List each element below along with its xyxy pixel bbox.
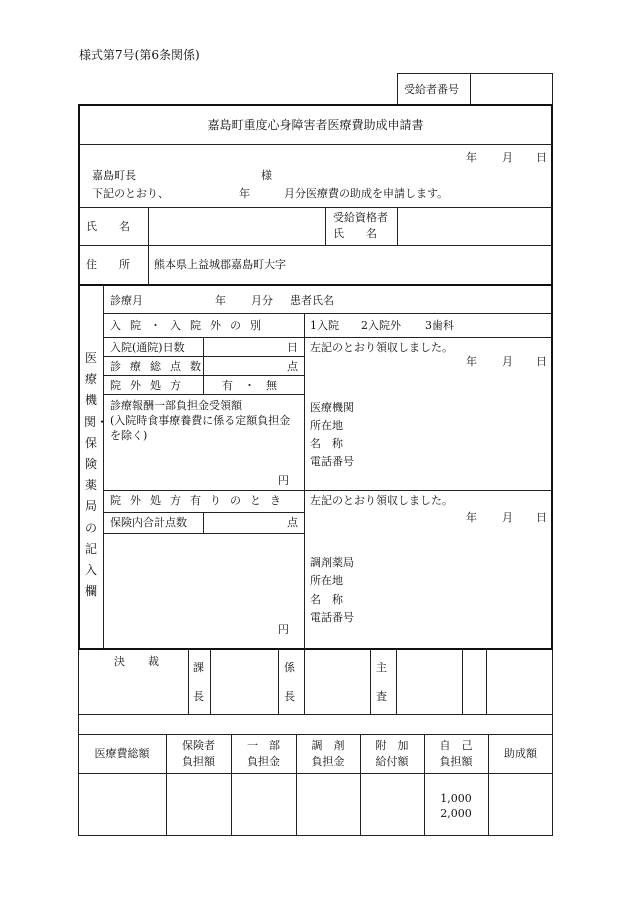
pharmacy-phone-label: 電話番号 (310, 611, 354, 624)
institution-label: 医療機関 (310, 401, 354, 414)
pharmacy-yen-unit: 円 (278, 623, 289, 636)
section-chief-label-1: 課 (193, 661, 204, 674)
prescription-options[interactable]: 有 ・ 無 (222, 379, 277, 392)
subsidy-amount-cell[interactable] (490, 775, 551, 833)
patient-name-label: 患者氏名 (290, 294, 334, 307)
pharmacy-name-label: 名 称 (310, 593, 343, 606)
application-month: 月 (502, 151, 513, 164)
header-additional-1: 附 加 (375, 739, 409, 752)
medical-received-year: 年 (466, 355, 477, 368)
treatment-month-part: 月分 (251, 294, 273, 307)
subsection-chief-stamp[interactable] (306, 652, 368, 712)
institution-phone-label: 電話番号 (310, 455, 354, 468)
recipient-number-field[interactable] (472, 75, 551, 102)
category-option-dental[interactable]: 3歯科 (425, 319, 454, 332)
copay-label: 診療報酬一部負担金受領額 (入院時食事療養費に係る定額負担金を除く) (110, 399, 291, 442)
insurer-amount-cell[interactable] (168, 775, 229, 833)
copay-yen-unit: 円 (278, 474, 289, 487)
patient-name-field[interactable] (350, 288, 550, 312)
supervisor-label-2: 査 (376, 690, 387, 703)
extra-stamp-1[interactable] (464, 652, 484, 712)
inpatient-days-label: 入院(通院)日数 (110, 341, 185, 354)
inpatient-days-field[interactable] (205, 338, 285, 355)
request-suffix: 月分医療費の助成を申請します。 (284, 187, 449, 200)
outside-prescription-label: 院外処方 (110, 379, 190, 392)
pharmacy-points-unit: 点 (287, 516, 298, 529)
subsection-chief-label-2: 長 (284, 690, 295, 703)
total-points-label: 診療総点数 (110, 360, 210, 373)
institution-info-field[interactable] (365, 398, 550, 486)
category-option-outpatient[interactable]: 2入院外 (361, 319, 401, 332)
recipient-number-label: 受給者番号 (404, 83, 459, 96)
institution-address-label: 所在地 (310, 419, 343, 432)
insurance-points-label: 保険内合計点数 (110, 516, 187, 529)
form-number: 様式第7号(第6条関係) (79, 48, 200, 62)
header-copay-2: 負担金 (247, 755, 280, 768)
pharmacy-received-day: 日 (536, 511, 547, 524)
section-chief-stamp[interactable] (212, 652, 276, 712)
medical-received-day: 日 (536, 355, 547, 368)
supervisor-stamp[interactable] (398, 652, 460, 712)
day-unit: 日 (287, 341, 298, 354)
dispensing-amount-cell[interactable] (298, 775, 358, 833)
name-field[interactable] (150, 209, 323, 243)
medical-received-month: 月 (502, 355, 513, 368)
outside-prescription-when-label: 院外処方有りのとき (110, 494, 290, 507)
qualified-name-field[interactable] (399, 209, 551, 243)
side-label: 医療機関・保険薬局の記入欄 (84, 351, 109, 599)
treatment-year: 年 (215, 294, 226, 307)
address-label: 住 所 (86, 258, 130, 271)
header-self-pay-2: 負担額 (439, 755, 473, 768)
subsection-chief-label-1: 係 (284, 661, 295, 674)
medical-received-text: 左記のとおり領収しました。 (310, 341, 453, 354)
category-option-inpatient[interactable]: 1入院 (310, 319, 339, 332)
page-title: 嘉島町重度心身障害者医療費助成申請書 (207, 118, 424, 132)
application-day: 日 (536, 151, 547, 164)
additional-amount-cell[interactable] (362, 775, 422, 833)
name-label: 氏 名 (86, 220, 130, 233)
address-field[interactable] (300, 247, 551, 283)
pharmacy-received-text: 左記のとおり領収しました。 (310, 494, 453, 507)
treatment-month-label: 診療月 (110, 294, 143, 307)
header-dispensing-2: 負担金 (311, 755, 345, 768)
qualified-name-label-1: 受給資格者 (333, 211, 388, 224)
section-chief-label-2: 長 (193, 690, 204, 703)
addressee-town: 嘉島町長 (92, 169, 136, 182)
qualified-name-label-2: 氏 名 (333, 227, 377, 240)
request-prefix: 下記のとおり、 (92, 187, 169, 200)
address-value: 熊本県上益城郡嘉島町大字 (154, 258, 286, 271)
self-pay-value-1: 1,000 (440, 792, 472, 805)
insurance-points-field[interactable] (205, 513, 285, 532)
header-insurer-2: 負担額 (182, 755, 215, 768)
pharmacy-received-month: 月 (502, 511, 513, 524)
copay-amount-field[interactable] (106, 445, 276, 485)
self-pay-value-2: 2,000 (440, 807, 472, 820)
header-additional-2: 給付額 (375, 755, 409, 768)
header-self-pay-1: 自 己 (439, 739, 473, 752)
points-unit: 点 (287, 360, 298, 373)
total-medical-cell[interactable] (80, 775, 164, 833)
institution-name-label: 名 称 (310, 437, 343, 450)
pharmacy-info-field[interactable] (365, 552, 550, 642)
header-copay-1: 一 部 (247, 739, 280, 752)
supervisor-label-1: 主 (376, 661, 387, 674)
copay-amount-cell[interactable] (233, 775, 294, 833)
header-dispensing-1: 調 剤 (311, 739, 345, 752)
extra-stamp-2[interactable] (488, 652, 550, 712)
pharmacy-amount-field[interactable] (106, 600, 276, 640)
header-subsidy: 助成額 (504, 747, 537, 760)
header-insurer-1: 保険者 (182, 739, 215, 752)
inpatient-outpatient-label: 入院・入院外の別 (110, 319, 270, 332)
header-total-medical: 医療費総額 (94, 747, 150, 760)
addressee-honorific: 様 (261, 169, 272, 182)
request-year: 年 (239, 187, 250, 200)
decision-label: 決 裁 (114, 655, 165, 668)
pharmacy-label: 調剤薬局 (310, 556, 354, 569)
pharmacy-received-year: 年 (466, 511, 477, 524)
application-year: 年 (466, 151, 477, 164)
total-points-field[interactable] (205, 357, 285, 374)
pharmacy-address-label: 所在地 (310, 574, 343, 587)
